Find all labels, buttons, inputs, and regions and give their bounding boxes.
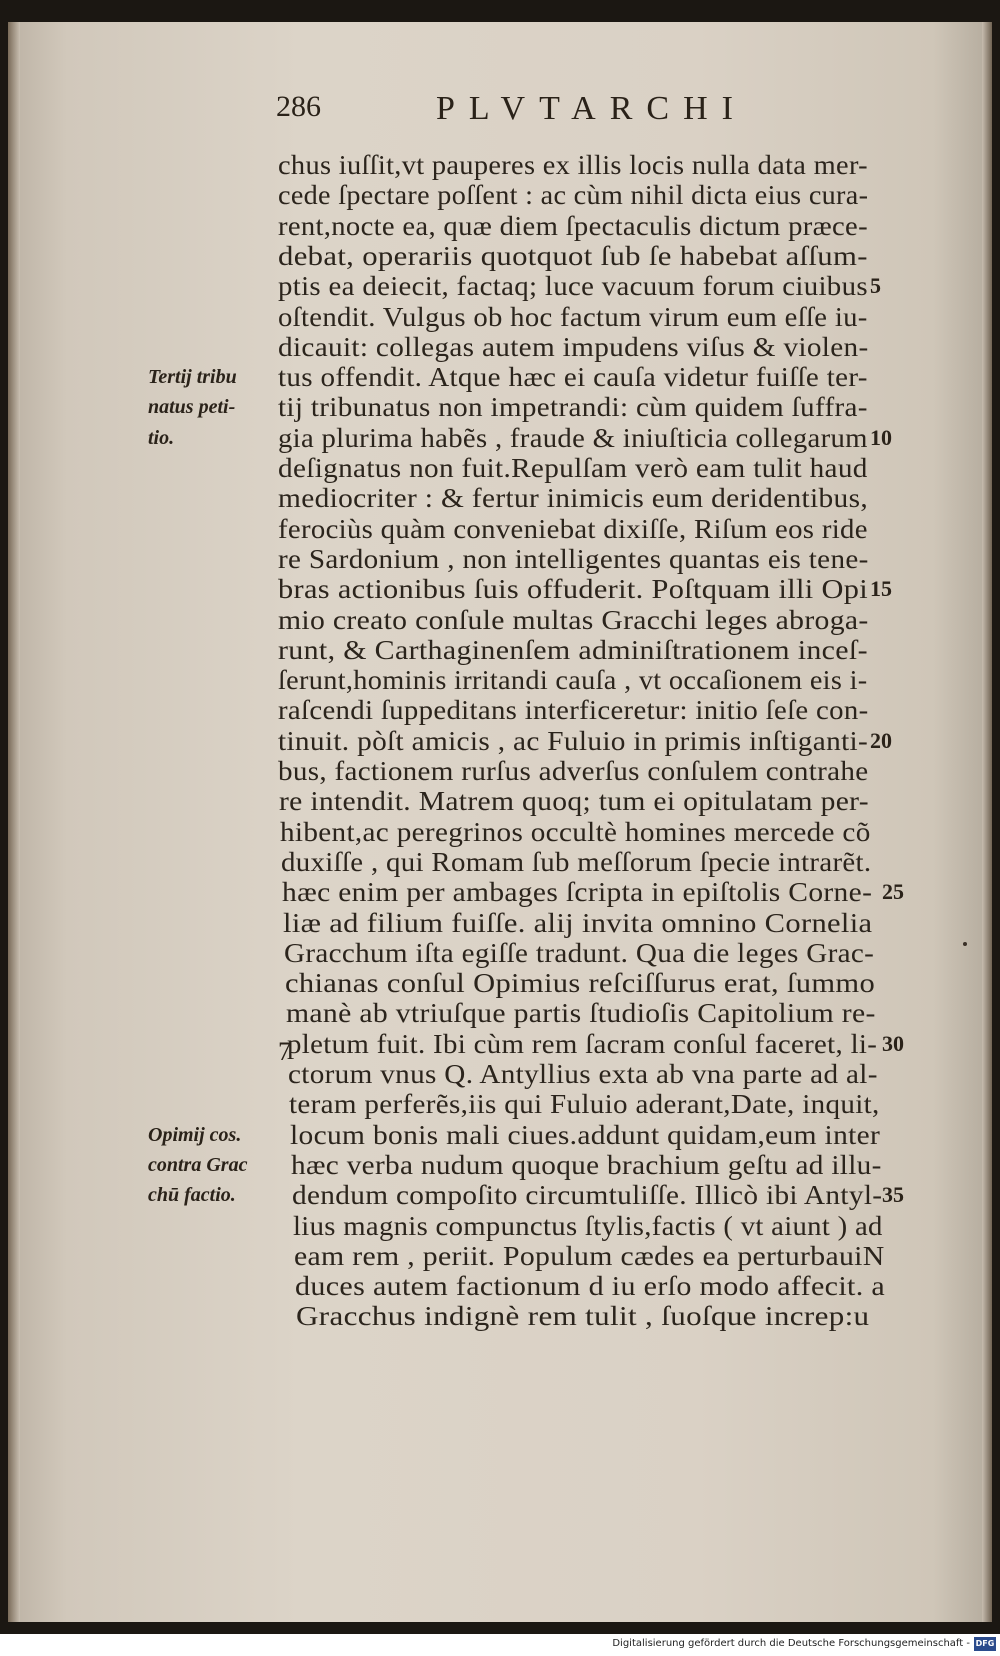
page-number: 286 bbox=[276, 90, 321, 123]
line-number: 35 bbox=[882, 1182, 904, 1208]
body-line: ptis ea deiecit, factaq; luce vacuum forum ciuibus bbox=[278, 271, 868, 302]
body-line: duxiſſe , qui Romam ſub meſſorum ſpecie intrarẽt. bbox=[281, 846, 872, 877]
body-line: mediocriter : & fertur inimicis eum deridentibus, bbox=[278, 483, 869, 514]
body-line: runt, & Carthaginenſem adminiſtrationem inceſ- bbox=[278, 634, 868, 665]
sidenote-line: contra Grac bbox=[148, 1153, 248, 1176]
body-line: oſtendit. Vulgus ob hoc factum virum eum eſſe iu- bbox=[278, 301, 868, 332]
body-line: hibent,ac peregrinos occultè homines mercede cõ bbox=[280, 816, 871, 847]
ink-speck bbox=[963, 942, 967, 946]
body-line: pletum fuit. Ibi cùm rem ſacram conſul faceret, li- bbox=[287, 1028, 878, 1059]
book-page bbox=[8, 22, 992, 1622]
body-line: locum bonis mali ciues.addunt quidam,eum inter bbox=[290, 1119, 881, 1150]
line-number: 30 bbox=[882, 1030, 904, 1056]
body-line: ferociùs quàm conveniebat dixiſſe, Riſum eos ride bbox=[278, 513, 868, 544]
body-line: duces autem factionum d iu erſo modo affecit. a bbox=[295, 1271, 886, 1302]
line-number: 5 bbox=[870, 273, 881, 299]
line-number: 25 bbox=[882, 879, 904, 905]
line-number: 15 bbox=[870, 576, 892, 602]
body-line: dendum compoſito circumtuliſſe. Illicò ibi Antyl- bbox=[292, 1180, 883, 1211]
body-line: gia plurima habẽs , fraude & iniuſticia collegarum bbox=[278, 422, 868, 453]
body-line: tinuit. pòſt amicis , ac Fuluio in primis inſtiganti- bbox=[278, 725, 869, 756]
footer-bar bbox=[0, 1634, 1000, 1656]
body-line: eam rem , periit. Populum cædes ea perturbauiN bbox=[294, 1240, 885, 1271]
body-line: ſerunt,hominis irritandi cauſa , vt occaſionem eis i- bbox=[278, 665, 868, 696]
body-line: liæ ad filium fuiſſe. alij invita omnino Cornelia bbox=[283, 907, 873, 938]
body-line: cede ſpectare poſſent : ac cùm nihil dicta eius cura- bbox=[278, 180, 869, 211]
sidenote-line: Opimij cos. bbox=[148, 1123, 242, 1146]
body-line: Gracchus indignè rem tulit , ſuoſque increp:u bbox=[296, 1301, 870, 1332]
body-line: rent,nocte ea, quæ diem ſpectaculis dictum præce- bbox=[278, 210, 868, 241]
body-line: hæc verba nudum quoque brachium geſtu ad illu- bbox=[291, 1149, 882, 1180]
body-line: chus iuſſit,vt pauperes ex illis locis nulla data mer- bbox=[278, 150, 868, 180]
body-line: dicauit: collegas autem impudens viſus & violen- bbox=[278, 331, 869, 362]
body-line: manè ab vtriuſque partis ſtudioſis Capitolium re- bbox=[286, 998, 876, 1029]
sidenote-line: Tertij tribu bbox=[148, 366, 237, 389]
line-number: 10 bbox=[870, 424, 892, 450]
body-line: hæc enim per ambages ſcripta in epiſtolis Corne- bbox=[282, 877, 873, 908]
body-line: lius magnis compunctus ſtylis,factis ( vt aiunt ) ad bbox=[293, 1210, 883, 1241]
body-line: chianas conſul Opimius reſciſſurus erat, ſummo bbox=[285, 968, 876, 999]
body-line: bus, factionem rurſus adverſus conſulem contrahe bbox=[278, 756, 869, 786]
body-line: Gracchum iſta egiſſe tradunt. Qua die leges Grac- bbox=[284, 937, 875, 968]
signature-mark: 7 bbox=[278, 1037, 291, 1066]
body-line: ctorum vnus Q. Antyllius exta ab vna parte ad al- bbox=[288, 1059, 878, 1089]
body-line: re Sardonium , non intelligentes quantas eis tene- bbox=[278, 543, 869, 574]
body-line: tij tribunatus non impetrandi: cùm quidem ſuffra- bbox=[278, 392, 868, 423]
body-line: raſcendi ſuppeditans interficeretur: initio ſeſe con- bbox=[278, 695, 869, 726]
page-edge-right bbox=[982, 22, 992, 1622]
line-number: 20 bbox=[870, 727, 892, 753]
body-line: mio creato conſule multas Gracchi leges abroga- bbox=[278, 604, 869, 635]
body-line: re intendit. Matrem quoq; tum ei opitulatam per- bbox=[279, 786, 869, 817]
body-line: deſignatus non fuit.Repulſam verò eam tulit haud bbox=[278, 453, 868, 483]
body-line: debat, operariis quotquot ſub ſe habebat aſſum- bbox=[278, 240, 868, 271]
body-line: teram perferẽs,iis qui Fuluio aderant,Date, inquit, bbox=[289, 1089, 880, 1120]
sidenote-line: tio. bbox=[148, 426, 175, 449]
sidenote-line: chū factio. bbox=[148, 1184, 236, 1207]
body-line: bras actionibus ſuis offuderit. Poſtquam illi Opi bbox=[278, 574, 868, 605]
footer-note: Digitalisierung gefördert durch die Deutsche Forschungsgemeinschaft - bbox=[612, 1638, 970, 1649]
body-line: tus offendit. Atque hæc ei cauſa videtur fuiſſe ter- bbox=[278, 362, 868, 393]
dfg-logo: DFG bbox=[974, 1637, 996, 1651]
book-title: PLVTARCHI bbox=[436, 90, 747, 127]
sidenote-line: natus peti- bbox=[148, 396, 236, 419]
